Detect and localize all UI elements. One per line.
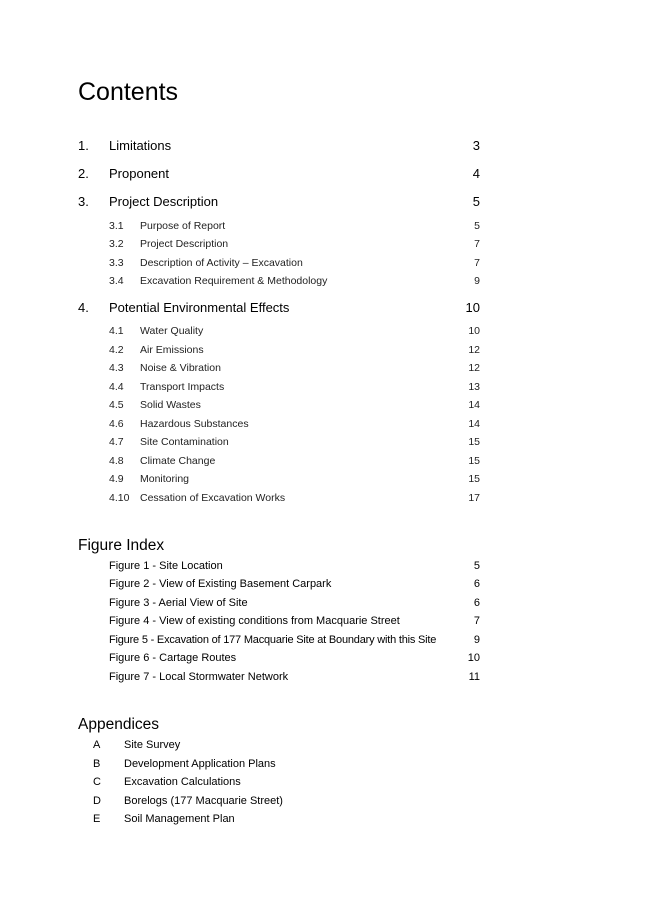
toc-label: Potential Environmental Effects [109,300,290,315]
toc-sub-number: 4.2 [109,344,124,356]
toc-sub-label: Noise & Vibration [140,362,221,374]
toc-sub-page: 10 [468,325,480,337]
toc-subentry[interactable] [109,434,480,450]
appendix-letter: A [93,739,101,751]
toc-sub-page: 7 [474,238,480,250]
toc-sub-number: 4.8 [109,455,124,467]
toc-subentry[interactable] [109,453,480,469]
figure-page: 10 [467,652,480,664]
toc-sub-page: 12 [468,362,480,374]
toc-sub-label: Transport Impacts [140,381,225,393]
toc-sub-page: 15 [468,455,480,467]
toc-sub-number: 4.7 [109,436,124,448]
figure-index-title: Figure Index [78,537,165,554]
toc-subentry[interactable] [109,379,480,395]
appendices-title: Appendices [78,716,160,733]
toc-sub-page: 7 [474,257,480,269]
toc-subentry[interactable] [109,255,480,271]
toc-subentry[interactable] [109,273,480,289]
appendix-letter: D [93,795,101,807]
toc-entry-potential-environmental-effects[interactable] [78,298,480,318]
appendix-item[interactable] [93,793,393,809]
toc-sub-page: 15 [468,473,480,485]
toc-sub-number: 3.2 [109,238,124,250]
toc-sub-page: 13 [468,381,480,393]
toc-sub-number: 4.5 [109,399,124,411]
appendix-letter: B [93,758,101,770]
toc-sub-page: 12 [468,344,480,356]
toc-sub-label: Hazardous Substances [140,418,249,430]
appendix-label: Borelogs (177 Macquarie Street) [124,795,283,807]
toc-subentry[interactable] [109,416,480,432]
toc-number: 4. [78,300,89,315]
toc-sub-number: 3.4 [109,275,124,287]
toc-sub-page: 14 [468,418,480,430]
toc-page: 3 [472,138,480,153]
toc-sub-label: Air Emissions [140,344,204,356]
toc-sub-label: Water Quality [140,325,204,337]
figure-index-item[interactable] [109,669,480,685]
figure-index-item[interactable] [109,558,480,574]
toc-sub-label: Description of Activity – Excavation [140,257,303,269]
figure-index-item[interactable] [109,650,480,666]
toc-sub-number: 4.6 [109,418,124,430]
toc-page: 10 [465,300,480,315]
appendix-letter: E [93,813,101,825]
appendix-label: Site Survey [124,739,181,751]
appendix-item[interactable] [93,756,393,772]
toc-sub-label: Solid Wastes [140,399,201,411]
toc-subentry[interactable] [109,342,480,358]
figure-label: Figure 3 - Aerial View of Site [109,597,248,609]
figure-index-item[interactable] [109,576,480,592]
figure-label: Figure 5 - Excavation of 177 Macquarie Site at Boundary with this Site [109,634,437,646]
figure-label: Figure 7 - Local Stormwater Network [109,671,289,683]
toc-sub-number: 4.10 [109,492,130,504]
toc-label: Limitations [109,138,172,153]
toc-sub-page: 9 [474,275,480,287]
appendix-label: Soil Management Plan [124,813,235,825]
figure-page: 6 [473,578,480,590]
toc-number: 2. [78,166,89,181]
toc-sub-page: 17 [468,492,480,504]
toc-subentry[interactable] [109,360,480,376]
toc-number: 3. [78,194,89,209]
toc-subentry[interactable] [109,490,480,506]
toc-sub-label: Purpose of Report [140,220,226,232]
toc-subentry[interactable] [109,471,480,487]
figure-index-item[interactable] [109,595,480,611]
figure-label: Figure 6 - Cartage Routes [109,652,237,664]
toc-sub-label: Cessation of Excavation Works [140,492,286,504]
figure-page: 9 [473,634,480,646]
toc-sub-number: 4.3 [109,362,124,374]
toc-entry-project-description[interactable] [78,192,480,212]
toc-page: 4 [472,166,480,181]
figure-index-item[interactable] [109,632,480,648]
toc-page: 5 [472,194,480,209]
toc-label: Proponent [109,166,169,181]
toc-subentry[interactable] [109,397,480,413]
toc-label: Project Description [109,194,219,209]
appendix-item[interactable] [93,737,393,753]
toc-subentry[interactable] [109,236,480,252]
toc-sub-number: 4.4 [109,381,124,393]
figure-page: 5 [473,560,480,572]
toc-sub-page: 5 [474,220,480,232]
toc-sub-label: Site Contamination [140,436,229,448]
toc-sub-label: Project Description [140,238,229,250]
toc-entry-limitations[interactable] [78,136,480,156]
figure-label: Figure 2 - View of Existing Basement Carpark [109,578,332,590]
figure-label: Figure 4 - View of existing conditions from Macquarie Street [109,615,400,627]
appendix-letter: C [93,776,101,788]
toc-sub-page: 14 [468,399,480,411]
appendix-label: Development Application Plans [124,758,276,770]
toc-sub-number: 4.9 [109,473,124,485]
page-title: Contents [78,78,179,106]
toc-sub-number: 4.1 [109,325,124,337]
toc-entry-proponent[interactable] [78,164,480,184]
toc-subentry[interactable] [109,323,480,339]
toc-subentry[interactable] [109,218,480,234]
toc-sub-number: 3.1 [109,220,124,232]
toc-number: 1. [78,138,89,153]
figure-page: 7 [473,615,480,627]
figure-label: Figure 1 - Site Location [109,560,223,572]
toc-sub-number: 3.3 [109,257,124,269]
appendix-item[interactable] [93,774,393,790]
toc-sub-label: Monitoring [140,473,190,485]
toc-sub-label: Excavation Requirement & Methodology [140,275,328,287]
appendix-label: Excavation Calculations [124,776,241,788]
toc-sub-label: Climate Change [140,455,216,467]
toc-sub-page: 15 [468,436,480,448]
figure-page: 6 [473,597,480,609]
appendix-item[interactable] [93,811,393,827]
figure-index-item[interactable] [109,613,480,629]
figure-page: 11 [468,671,480,683]
